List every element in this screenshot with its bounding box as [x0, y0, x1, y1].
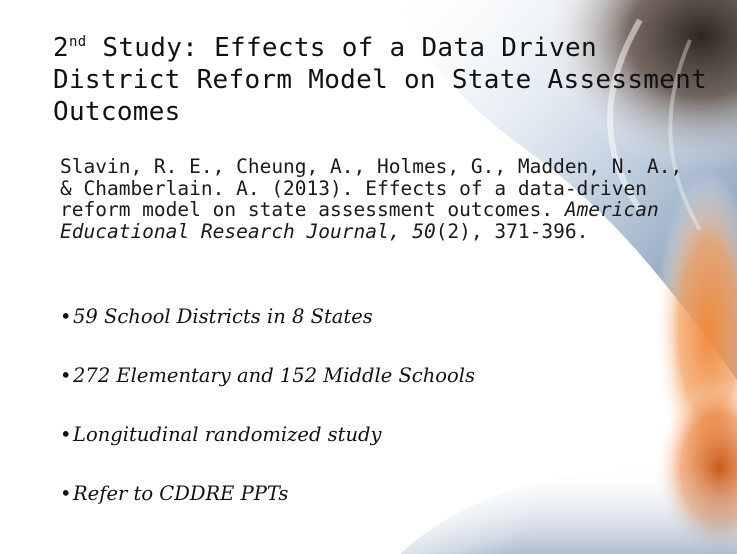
- bullet-dot-icon: •: [60, 423, 72, 446]
- bullet-item: [60, 361, 620, 420]
- title-rest: Study: Effects of a Data Driven District Reform Model on State Assessment Outcomes: [53, 33, 708, 127]
- bullet-dot-icon: •: [60, 482, 72, 505]
- bullet-text: 272 Elementary and 152 Middle Schools: [73, 364, 476, 387]
- bullet-text: 59 School Districts in 8 States: [73, 305, 373, 328]
- title-prefix: 2: [53, 33, 69, 63]
- bullet-text: Refer to CDDRE PPTs: [73, 482, 289, 505]
- citation-tail: (2), 371-396.: [435, 219, 589, 243]
- slide-title: [53, 32, 713, 128]
- citation: [60, 156, 700, 242]
- citation-authors: Slavin, R. E., Cheung, A., Holmes, G., Madden, N. A., & Chamberlain. A. (2013). Effects of a data-driven reform model on state assessment outcomes.: [60, 155, 683, 221]
- bullet-item: [60, 479, 620, 538]
- bullet-item: [60, 302, 620, 361]
- bullet-item: [60, 420, 620, 479]
- bullet-list: [60, 302, 620, 538]
- bullet-text: Longitudinal randomized study: [73, 423, 382, 446]
- citation-journal: American Educational Research Journal, 50: [60, 198, 659, 243]
- title-superscript: nd: [68, 34, 87, 50]
- bullet-dot-icon: •: [60, 364, 72, 387]
- bullet-dot-icon: •: [60, 305, 72, 328]
